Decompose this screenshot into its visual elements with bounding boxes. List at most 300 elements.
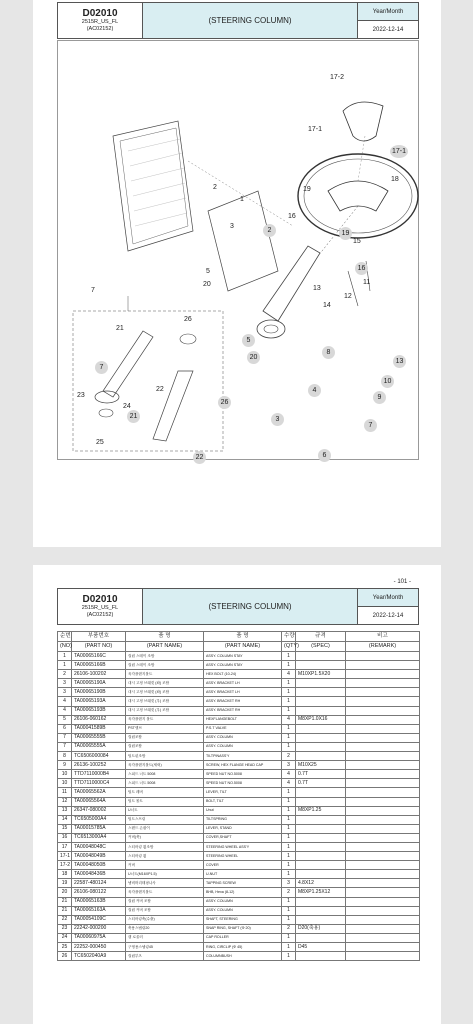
cell-remark — [346, 779, 420, 788]
cell-remark — [346, 906, 420, 915]
table-row — [58, 742, 420, 751]
cell-qty: 1 — [282, 824, 296, 833]
cell-name-en: STEERING WHEEL — [204, 852, 282, 861]
cell-name-en: U-NUT — [204, 870, 282, 879]
cell-spec — [296, 679, 346, 688]
cell-remark — [346, 933, 420, 942]
callout-22: 22 — [156, 386, 164, 393]
cell-partno: 22587-480124 — [72, 879, 126, 888]
cell-name-ko: 틸트핀조합 — [126, 752, 204, 761]
cell-qty: 4 — [282, 715, 296, 724]
cell-qty: 1 — [282, 952, 296, 961]
cell-remark — [346, 824, 420, 833]
cell-partno: TA00048048C — [72, 842, 126, 851]
callout-26-marker: 26 — [218, 396, 231, 409]
model-code: 2515R_US_FL — [81, 19, 119, 25]
callout-19-marker: 19 — [339, 227, 352, 240]
cell-name-en: COVER,SHAFT — [204, 833, 282, 842]
cell-no: 14 — [58, 815, 72, 824]
table-row — [58, 852, 420, 861]
cell-name-en: ASSY. COLUMN STAY — [204, 652, 282, 661]
page-number: - 101 - — [393, 579, 411, 585]
table-row — [58, 879, 420, 888]
cell-partno: TA00065193A — [72, 697, 126, 706]
cell-name-en: ASSY. BRACKET RH — [204, 697, 282, 706]
cell-spec — [296, 933, 346, 942]
col-spec: (SPEC) — [296, 642, 346, 652]
table-row — [58, 915, 420, 924]
cell-remark — [346, 742, 420, 751]
table-row — [58, 897, 420, 906]
cell-remark — [346, 724, 420, 733]
cell-name-en: HEX BOLT (10-24) — [204, 670, 282, 679]
cell-name-ko: 컬럼 커버 조합 — [126, 897, 204, 906]
cell-partno: 26106-060162 — [72, 715, 126, 724]
cell-partno: TA00054109C — [72, 915, 126, 924]
table-row — [58, 888, 420, 897]
cell-spec — [296, 788, 346, 797]
cell-name-en: LEVER, TILT — [204, 788, 282, 797]
table-row — [58, 697, 420, 706]
callout-3-marker: 3 — [271, 413, 284, 426]
cell-no: 26 — [58, 952, 72, 961]
cell-qty: 1 — [282, 679, 296, 688]
callout-21-marker: 21 — [127, 410, 140, 423]
cell-name-ko: 스탠드 손잡이 — [126, 824, 204, 833]
cell-qty: 1 — [282, 697, 296, 706]
cell-partno: 26136-100252 — [72, 761, 126, 770]
cell-partno: TA00065166B — [72, 661, 126, 670]
table-row — [58, 815, 420, 824]
cell-spec — [296, 833, 346, 842]
cell-spec: M8XP1.0X16 — [296, 715, 346, 724]
callout-21: 21 — [116, 325, 124, 332]
callout-20-marker: 20 — [247, 351, 260, 364]
cell-no: 15 — [58, 824, 72, 833]
cell-qty: 1 — [282, 833, 296, 842]
cell-qty: 1 — [282, 733, 296, 742]
cell-remark — [346, 679, 420, 688]
cell-no: 23 — [58, 924, 72, 933]
year-month-label: Year/Month — [358, 589, 418, 607]
cell-name-ko: 스피드 너트 5008 — [126, 779, 204, 788]
cell-name-ko: 스티어링축(수출) — [126, 915, 204, 924]
cell-remark — [346, 806, 420, 815]
cell-name-en: ASSY. COLUMN STAY — [204, 661, 282, 670]
cell-qty: 1 — [282, 652, 296, 661]
cell-name-en: LEVER, STAND — [204, 824, 282, 833]
cell-remark — [346, 943, 420, 952]
cell-name-en: COLUMNBUSH — [204, 952, 282, 961]
cell-spec: 0.7T — [296, 770, 346, 779]
cell-partno: TA00048049B — [72, 852, 126, 861]
callout-5-marker: 5 — [242, 334, 255, 347]
cell-no: 10 — [58, 779, 72, 788]
table-row — [58, 670, 420, 679]
cell-partno: 26106-100202 — [72, 670, 126, 679]
cell-spec — [296, 842, 346, 851]
cell-name-ko: 컬럼 스테이 조합 — [126, 661, 204, 670]
header-row-ko — [58, 632, 420, 642]
cell-name-en: ASSY. COLUMN — [204, 906, 282, 915]
cell-qty: 1 — [282, 852, 296, 861]
cell-name-ko: 컬럼조합 — [126, 733, 204, 742]
cell-remark — [346, 879, 420, 888]
col-spec-ko: 규격 — [296, 632, 346, 642]
cell-remark — [346, 788, 420, 797]
cell-name-ko: 틸트스프링 — [126, 815, 204, 824]
date-value: 2022-12-14 — [372, 612, 404, 619]
table-row — [58, 833, 420, 842]
cell-spec: 0.7T — [296, 779, 346, 788]
cell-name-en: SNAP RING, SHAFT (Φ 20) — [204, 924, 282, 933]
table-row — [58, 861, 420, 870]
section-title: (STEERING COLUMN) — [143, 3, 358, 38]
callout-17-2: 17-2 — [330, 74, 345, 81]
callout-4-marker: 4 — [308, 384, 321, 397]
cell-partno: TA00048436B — [72, 870, 126, 879]
cell-spec — [296, 897, 346, 906]
callout-10-marker: 10 — [381, 375, 394, 388]
col-remark: (REMARK) — [346, 642, 420, 652]
cell-spec — [296, 952, 346, 961]
cell-partno: 22242-000200 — [72, 924, 126, 933]
cell-remark — [346, 952, 420, 961]
col-no: (NO) — [58, 642, 72, 652]
header-row-en — [58, 642, 420, 652]
cell-no: 1 — [58, 661, 72, 670]
cell-qty: 1 — [282, 933, 296, 942]
cell-name-ko: U너트 — [126, 806, 204, 815]
cell-no: 21 — [58, 897, 72, 906]
diagram-page — [33, 0, 441, 547]
cell-spec — [296, 688, 346, 697]
cell-name-en: HEXFLANGEBOLT — [204, 715, 282, 724]
cell-qty: 1 — [282, 915, 296, 924]
table-row — [58, 924, 420, 933]
cell-qty: 2 — [282, 752, 296, 761]
cell-spec — [296, 733, 346, 742]
cell-name-ko: 캡 로울러 — [126, 933, 204, 942]
cell-qty: 1 — [282, 842, 296, 851]
cell-remark — [346, 861, 420, 870]
callout-7-marker: 7 — [95, 361, 108, 374]
cell-partno: 26106-080122 — [72, 888, 126, 897]
table-row — [58, 870, 420, 879]
cell-qty: 3 — [282, 761, 296, 770]
callout-7-marker-2: 7 — [364, 419, 377, 432]
cell-spec — [296, 724, 346, 733]
table-row — [58, 788, 420, 797]
cell-name-en: P.S.T VALVE — [204, 724, 282, 733]
col-remark-ko: 비고 — [346, 632, 420, 642]
table-row — [58, 824, 420, 833]
callout-5: 5 — [206, 268, 210, 275]
callout-12: 12 — [344, 293, 352, 300]
cell-name-en: BOLT, TILT — [204, 797, 282, 806]
callout-2-marker: 2 — [263, 224, 276, 237]
table-row — [58, 952, 420, 961]
cell-remark — [346, 888, 420, 897]
cell-partno: TC6505000A4 — [72, 815, 126, 824]
col-partno: (PART NO) — [72, 642, 126, 652]
cell-partno: TA00065163A — [72, 906, 126, 915]
cell-name-ko: 스티어링 휠 — [126, 852, 204, 861]
cell-partno: TA00065562A — [72, 788, 126, 797]
callout-8-marker: 8 — [322, 346, 335, 359]
cell-partno: TA00015785A — [72, 824, 126, 833]
cell-name-ko: 구멍용스냅링45 — [126, 943, 204, 952]
cell-name-en: SPEED NUT NO.5008 — [204, 779, 282, 788]
cell-no: 25 — [58, 943, 72, 952]
table-row — [58, 715, 420, 724]
callout-18: 18 — [391, 176, 399, 183]
cell-name-en: ASSY. BRACKET RH — [204, 706, 282, 715]
cell-name-ko: 틸트 레버 — [126, 788, 204, 797]
cell-remark — [346, 706, 420, 715]
table-row — [58, 752, 420, 761]
cell-name-en: TILTSPRING — [204, 815, 282, 824]
cell-spec: M8XP1.25X12 — [296, 888, 346, 897]
cell-no: 8 — [58, 752, 72, 761]
cell-no: 11 — [58, 788, 72, 797]
cell-name-en: Unut — [204, 806, 282, 815]
cell-remark — [346, 797, 420, 806]
cell-no: 10 — [58, 770, 72, 779]
cell-name-en: SHAFT, STEERING — [204, 915, 282, 924]
callout-16: 16 — [288, 213, 296, 220]
cell-remark — [346, 715, 420, 724]
cell-qty: 1 — [282, 688, 296, 697]
cell-no: 9 — [58, 761, 72, 770]
callout-23: 23 — [77, 392, 85, 399]
cell-spec — [296, 752, 346, 761]
cell-qty: 1 — [282, 788, 296, 797]
cell-name-ko: 육각플랜지볼트(세릭) — [126, 761, 204, 770]
callout-17-1-marker: 17-1 — [390, 145, 408, 158]
parts-list-page — [33, 565, 441, 1024]
cell-name-en: TAPPING SCREW — [204, 879, 282, 888]
cell-spec: M10X25 — [296, 761, 346, 770]
cell-name-ko: 육각플랜지 볼트 — [126, 715, 204, 724]
cell-qty: 4 — [282, 670, 296, 679]
date-value: 2022-12-14 — [372, 26, 404, 33]
cell-name-ko: U너트(M16XP1.5) — [126, 870, 204, 879]
col-partno-ko: 부품번호 — [72, 632, 126, 642]
cell-no: 12 — [58, 797, 72, 806]
cell-partno: TA00065190B — [72, 688, 126, 697]
cell-name-ko: 육각플랜지볼트 — [126, 888, 204, 897]
cell-name-en: ASSY. COLUMN — [204, 733, 282, 742]
parts-table-body — [58, 652, 420, 961]
callout-7: 7 — [91, 287, 95, 294]
cell-qty: 1 — [282, 815, 296, 824]
callout-15: 15 — [353, 238, 361, 245]
exploded-diagram — [57, 40, 419, 460]
doc-code-cell — [58, 3, 143, 38]
cell-qty: 3 — [282, 879, 296, 888]
table-row — [58, 733, 420, 742]
cell-spec — [296, 824, 346, 833]
cell-partno: TA00065193B — [72, 706, 126, 715]
callout-3: 3 — [230, 223, 234, 230]
callout-24: 24 — [123, 403, 131, 410]
cell-name-ko: 컬럼부츠 — [126, 952, 204, 961]
cell-qty: 1 — [282, 724, 296, 733]
cell-name-en: SPEED NUT NO.5008 — [204, 770, 282, 779]
doc-code: D02010 — [82, 594, 118, 605]
cell-name-ko: 냄비머리태핑나사 — [126, 879, 204, 888]
cell-no: 18 — [58, 870, 72, 879]
cell-qty: 2 — [282, 924, 296, 933]
cell-remark — [346, 652, 420, 661]
cell-name-ko: 대시 고정 브래킷 (우) 조합 — [126, 697, 204, 706]
cell-remark — [346, 842, 420, 851]
cell-partno: TA00065555A — [72, 742, 126, 751]
cell-name-ko: 대시 고정 브래킷 (좌) 조합 — [126, 688, 204, 697]
cell-spec: D45 — [296, 943, 346, 952]
cell-partno: TA00060975A — [72, 933, 126, 942]
cell-qty: 2 — [282, 888, 296, 897]
callout-13-marker: 13 — [393, 355, 406, 368]
sub-code: (AC02152) — [86, 612, 114, 618]
cell-qty: 1 — [282, 797, 296, 806]
cell-spec — [296, 652, 346, 661]
cell-spec — [296, 797, 346, 806]
cell-spec: D20(축용) — [296, 924, 346, 933]
cell-spec — [296, 915, 346, 924]
cell-spec — [296, 870, 346, 879]
cell-no: 3 — [58, 679, 72, 688]
cell-remark — [346, 752, 420, 761]
cell-partno: TA00048050B — [72, 861, 126, 870]
table-row — [58, 943, 420, 952]
model-code: 2515R_US_FL — [81, 605, 119, 611]
cell-remark — [346, 761, 420, 770]
col-name-en: (PART NAME) — [204, 642, 282, 652]
cell-name-en: STEERING WHEEL ASS'Y — [204, 842, 282, 851]
col-name-ko: 품 명 — [126, 632, 204, 642]
cell-spec — [296, 661, 346, 670]
callout-16-marker: 16 — [355, 262, 368, 275]
cell-remark — [346, 670, 420, 679]
cell-no: 17-2 — [58, 861, 72, 870]
cell-spec — [296, 861, 346, 870]
cell-spec — [296, 852, 346, 861]
cell-no: 5 — [58, 715, 72, 724]
cell-qty: 1 — [282, 861, 296, 870]
col-name: (PART NAME) — [126, 642, 204, 652]
table-row — [58, 679, 420, 688]
cell-qty: 1 — [282, 870, 296, 879]
cell-partno: TTD7110000B4 — [72, 770, 126, 779]
table-row — [58, 842, 420, 851]
cell-name-en: RING, CIRCLIP (Φ 45) — [204, 943, 282, 952]
doc-code-cell — [58, 589, 143, 624]
callout-25: 25 — [96, 439, 104, 446]
cell-no: 2 — [58, 670, 72, 679]
cell-no: 17-1 — [58, 852, 72, 861]
cell-name-ko: 컬럼 커버 조합 — [126, 906, 204, 915]
cell-remark — [346, 870, 420, 879]
table-row — [58, 724, 420, 733]
callout-20: 20 — [203, 281, 211, 288]
table-row — [58, 933, 420, 942]
table-row — [58, 797, 420, 806]
cell-remark — [346, 897, 420, 906]
cell-partno: TA00065564A — [72, 797, 126, 806]
cell-name-ko: 틸트 볼트 — [126, 797, 204, 806]
cell-no: 19 — [58, 879, 72, 888]
date-cell — [358, 589, 418, 624]
cell-partno: TC6513000A4 — [72, 833, 126, 842]
cell-no: 22 — [58, 915, 72, 924]
callout-2: 2 — [213, 184, 217, 191]
cell-name-ko: PST밸브 — [126, 724, 204, 733]
cell-qty: 4 — [282, 779, 296, 788]
cell-spec: M10XP1.5X20 — [296, 670, 346, 679]
cell-remark — [346, 697, 420, 706]
table-row — [58, 661, 420, 670]
page-header — [57, 588, 419, 625]
cell-name-en: ASSY. COLUMN — [204, 742, 282, 751]
col-name-en-ko: 품 명 — [204, 632, 282, 642]
callout-17-1: 17-1 — [308, 126, 323, 133]
cell-partno: TTD7110000C4 — [72, 779, 126, 788]
table-row — [58, 779, 420, 788]
table-row — [58, 806, 420, 815]
callout-9-marker: 9 — [373, 391, 386, 404]
cell-qty: 1 — [282, 706, 296, 715]
cell-qty: 1 — [282, 661, 296, 670]
cell-partno: TC6506000084 — [72, 752, 126, 761]
cell-no: 6 — [58, 724, 72, 733]
cell-qty: 1 — [282, 943, 296, 952]
cell-spec: M8XP1.25 — [296, 806, 346, 815]
cell-name-en: ASSY. BRACKET LH — [204, 679, 282, 688]
callout-6-marker: 6 — [318, 449, 331, 462]
diagram-drawing — [58, 41, 418, 459]
cell-no: 24 — [58, 933, 72, 942]
cell-name-ko: 컬럼조합 — [126, 742, 204, 751]
cell-qty: 1 — [282, 897, 296, 906]
cell-partno: TA00065190A — [72, 679, 126, 688]
cell-spec: 4.8X12 — [296, 879, 346, 888]
col-no-ko: 순번 — [58, 632, 72, 642]
table-row — [58, 706, 420, 715]
callout-22-marker: 22 — [193, 451, 206, 464]
cell-qty: 1 — [282, 906, 296, 915]
cell-partno: 26347-080002 — [72, 806, 126, 815]
parts-table — [57, 631, 420, 961]
table-row — [58, 770, 420, 779]
doc-code: D02010 — [82, 8, 118, 19]
cell-spec — [296, 906, 346, 915]
table-row — [58, 761, 420, 770]
cell-remark — [346, 852, 420, 861]
col-qty: (QTY) — [282, 642, 296, 652]
cell-name-ko: 커버(축) — [126, 833, 204, 842]
section-title: (STEERING COLUMN) — [143, 589, 358, 624]
table-row — [58, 688, 420, 697]
cell-partno: 22252-000450 — [72, 943, 126, 952]
cell-spec — [296, 742, 346, 751]
year-month-label: Year/Month — [358, 3, 418, 21]
cell-remark — [346, 688, 420, 697]
callout-19: 19 — [303, 186, 311, 193]
cell-name-ko: 대시 고정 브래킷 (우) 조합 — [126, 706, 204, 715]
cell-remark — [346, 815, 420, 824]
